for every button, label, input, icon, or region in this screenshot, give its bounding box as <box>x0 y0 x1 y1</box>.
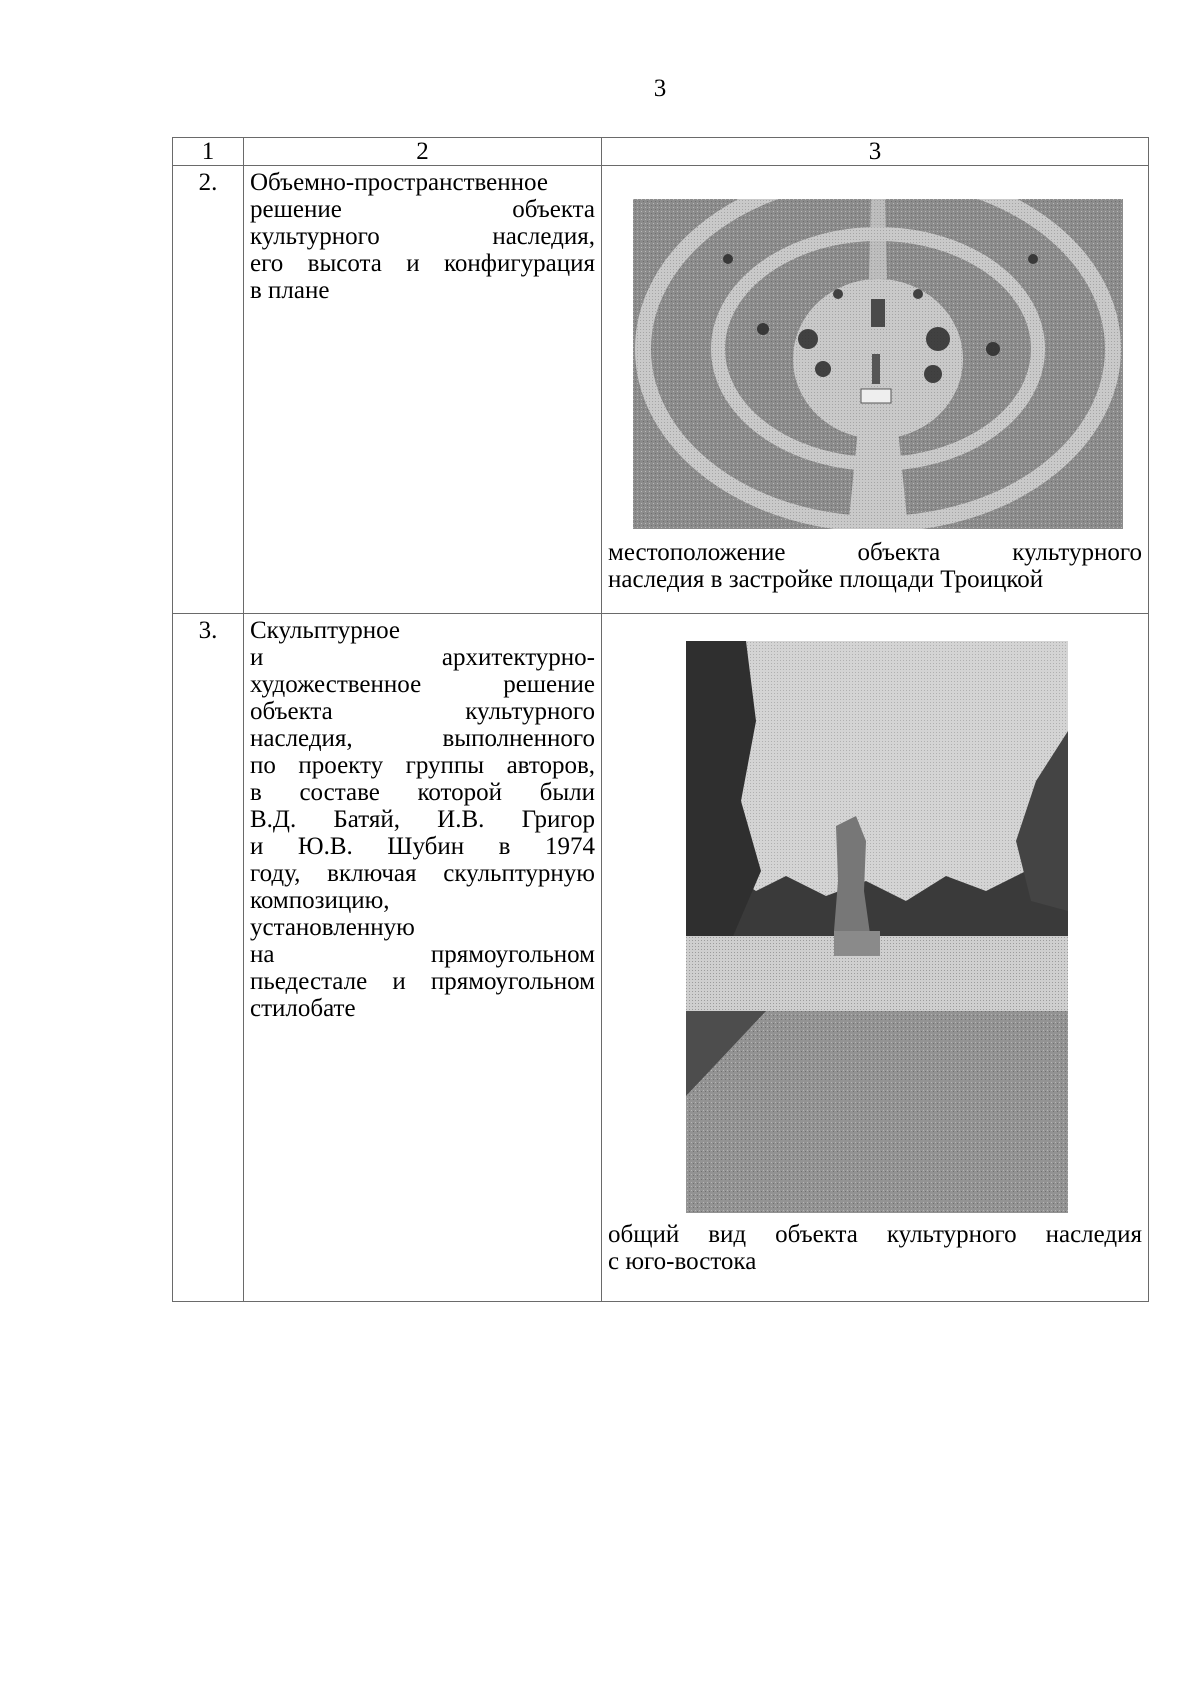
row-illustration <box>602 166 1149 614</box>
header-cell-1: 1 <box>173 138 244 166</box>
monument-photo <box>686 641 1068 1213</box>
row-illustration <box>602 614 1149 1302</box>
description-line: в плане <box>250 277 330 304</box>
description-line: наследия, выполненного <box>250 725 595 752</box>
description-line: установленную <box>250 914 415 941</box>
aerial-square-photo <box>633 199 1123 529</box>
description-line: решение объекта <box>250 196 595 223</box>
description-line: и архитектурно- <box>250 644 595 671</box>
caption-line: общий вид объекта культурного наследия <box>608 1221 1142 1248</box>
description-line: культурного наследия, <box>250 223 595 250</box>
row-description <box>244 614 602 1302</box>
description-line: по проекту группы авторов, <box>250 752 595 779</box>
description-line: Объемно-пространственное <box>250 169 548 196</box>
page-number: 3 <box>653 75 667 102</box>
heritage-table <box>172 137 1149 1302</box>
description-line: и Ю.В. Шубин в 1974 <box>250 833 595 860</box>
caption-line: наследия в застройке площади Троицкой <box>608 566 1044 593</box>
description-line: пьедестале и прямоугольном <box>250 968 595 995</box>
description-line: художественное решение <box>250 671 595 698</box>
description-line: на прямоугольном <box>250 941 595 968</box>
header-cell-3: 3 <box>602 138 1149 166</box>
table-row <box>173 614 1149 1302</box>
row-number: 3. <box>173 614 244 1302</box>
description-line: объекта культурного <box>250 698 595 725</box>
row-description <box>244 166 602 614</box>
description-line: Скульптурное <box>250 617 400 644</box>
table-header-row <box>173 138 1149 166</box>
caption-line: местоположение объекта культурного <box>608 539 1142 566</box>
description-line: в составе которой были <box>250 779 595 806</box>
row-number: 2. <box>173 166 244 614</box>
description-line: В.Д. Батяй, И.В. Григор <box>250 806 595 833</box>
description-line: году, включая скульптурную <box>250 860 595 887</box>
header-cell-2: 2 <box>244 138 602 166</box>
description-line: его высота и конфигурация <box>250 250 595 277</box>
table-row <box>173 166 1149 614</box>
caption-line: с юго-востока <box>608 1248 757 1275</box>
description-line: стилобате <box>250 995 356 1022</box>
description-line: композицию, <box>250 887 390 914</box>
